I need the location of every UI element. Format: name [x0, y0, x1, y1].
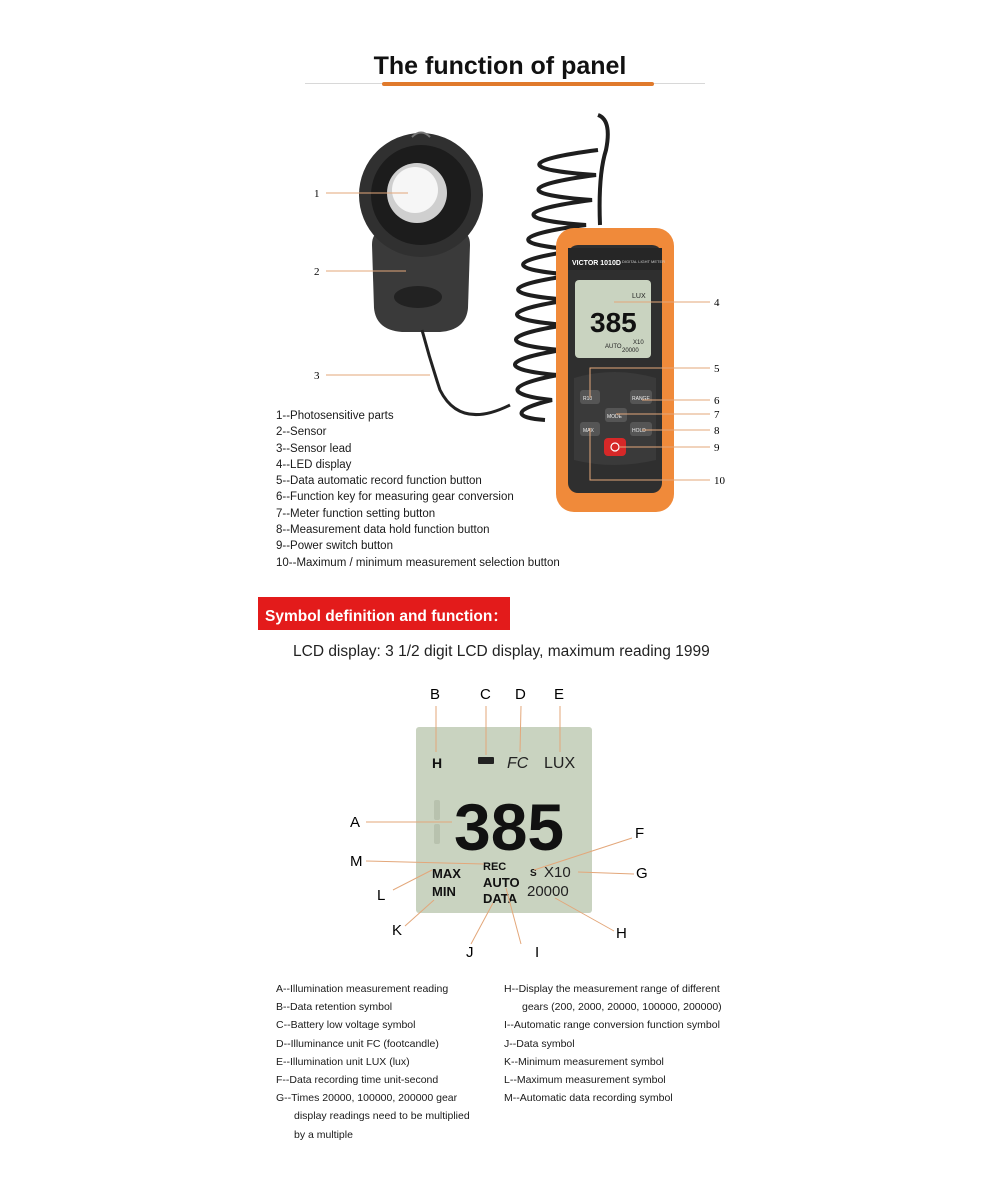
range-button-label: RANGE: [632, 396, 650, 402]
callout-6: 6: [714, 395, 720, 407]
symbol-letter-i: I: [535, 944, 540, 961]
symbol-letter-l: L: [377, 887, 386, 904]
legend-item: 6--Function key for measuring gear conversion: [276, 491, 514, 504]
symbol-legend-item: L--Maximum measurement symbol: [504, 1074, 666, 1087]
device-model-caption: DIGITAL LIGHT METER: [622, 259, 666, 264]
legend-item: 9--Power switch button: [276, 540, 393, 553]
symbol-section-banner: [258, 597, 510, 630]
device-lcd-reading: 385: [590, 307, 637, 338]
legend-item: 10--Maximum / minimum measurement selection button: [276, 556, 560, 569]
callout-3: 3: [314, 370, 320, 382]
legend-item: 1--Photosensitive parts: [276, 410, 394, 422]
callout-8: 8: [714, 425, 720, 437]
lcd-closeup-diagram: [330, 680, 670, 970]
symbol-letter-k: K: [392, 922, 403, 939]
callout-1: 1: [314, 188, 320, 200]
legend-item: 7--Meter function setting button: [276, 507, 436, 520]
lcd-data-symbol: DATA: [483, 891, 518, 906]
device-lcd-x10: X10: [633, 340, 644, 346]
lcd-hold-symbol: H: [432, 755, 443, 771]
symbol-legend-item: C--Battery low voltage symbol: [276, 1019, 416, 1032]
symbols-legend-left: [276, 980, 470, 1144]
symbol-letter-h: H: [616, 925, 627, 942]
lcd-max-symbol: MAX: [432, 866, 461, 881]
battery-icon: [478, 757, 494, 764]
rec-button-label: R10: [583, 396, 593, 402]
lcd-reading: 385: [454, 790, 565, 864]
legend-item: 3--Sensor lead: [276, 442, 352, 455]
legend-item: 5--Data automatic record function button: [276, 475, 482, 488]
title-underline: [382, 82, 654, 86]
device-lcd-auto: AUTO: [605, 344, 622, 350]
callout-5: 5: [714, 363, 720, 375]
symbol-legend-item: A--Illumination measurement reading: [276, 983, 449, 995]
device-brand: VICTOR 1010D: [572, 260, 621, 267]
legend-item: 8--Measurement data hold function button: [276, 524, 490, 537]
symbol-legend-item: H--Display the measurement range of different: [504, 983, 720, 995]
symbol-letter-m: M: [350, 853, 363, 870]
symbol-letter-b: B: [430, 686, 441, 703]
lcd-fc-symbol: FC: [507, 755, 529, 772]
symbol-legend-item: E--Illumination unit LUX (lux): [276, 1055, 410, 1068]
symbol-section-title: Symbol definition and function：: [265, 608, 508, 625]
symbol-letter-e: E: [554, 686, 565, 703]
lcd-range-symbol: 20000: [527, 883, 569, 900]
callout-2: 2: [314, 266, 320, 278]
symbol-letter-c: C: [480, 686, 491, 703]
callout-10: 10: [714, 475, 725, 487]
callout-9: 9: [714, 442, 720, 454]
callout-7: 7: [714, 409, 720, 421]
mode-button-label: MODE: [607, 414, 622, 420]
parts-legend: [276, 408, 560, 571]
sensor-head: [359, 133, 483, 333]
legend-item: 4--LED display: [276, 458, 352, 471]
symbol-legend-item: G--Times 20000, 100000, 200000 gear: [276, 1092, 458, 1105]
symbol-letter-f: F: [635, 825, 645, 842]
symbol-legend-item: F--Data recording time unit-second: [276, 1074, 439, 1087]
lcd-auto-symbol: AUTO: [483, 875, 520, 890]
lcd-x10-symbol: X10: [544, 864, 571, 881]
hold-button-label: HOLD: [632, 428, 646, 434]
lcd-rec-symbol: REC: [483, 861, 507, 873]
symbol-legend-item: gears (200, 2000, 20000, 100000, 200000): [522, 1001, 722, 1014]
sensor-lead: [422, 330, 510, 415]
symbol-legend-item: J--Data symbol: [504, 1037, 575, 1050]
lcd-min-symbol: MIN: [432, 884, 456, 899]
max-min-button-label: MAX: [583, 428, 594, 434]
lcd-seconds-symbol: S: [530, 868, 537, 879]
symbol-letter-j: J: [466, 944, 474, 961]
legend-item: 2--Sensor: [276, 426, 327, 439]
symbol-legend-item: B--Data retention symbol: [276, 1001, 393, 1014]
symbol-legend-item: M--Automatic data recording symbol: [504, 1092, 673, 1105]
lcd-lux-symbol: LUX: [544, 755, 576, 772]
symbol-letter-a: A: [350, 814, 361, 831]
symbol-letter-g: G: [636, 865, 648, 882]
symbol-legend-item: display readings need to be multiplied: [294, 1110, 470, 1123]
symbol-legend-item: by a multiple: [294, 1128, 353, 1141]
device-lcd-unit: LUX: [632, 293, 646, 300]
page-title: The function of panel: [373, 52, 627, 80]
lcd-description: LCD display: 3 1/2 digit LCD display, maximum reading 1999: [293, 643, 710, 660]
symbol-legend-item: K--Minimum measurement symbol: [504, 1055, 664, 1068]
callout-4: 4: [714, 297, 720, 309]
symbol-letter-d: D: [515, 686, 526, 703]
symbol-legend-item: D--Illuminance unit FC (footcandle): [276, 1037, 439, 1050]
symbols-legend-right: [504, 980, 722, 1107]
meter-body: [556, 228, 674, 512]
device-lcd-range: 20000: [622, 348, 639, 354]
symbol-legend-item: I--Automatic range conversion function symbol: [504, 1019, 720, 1032]
